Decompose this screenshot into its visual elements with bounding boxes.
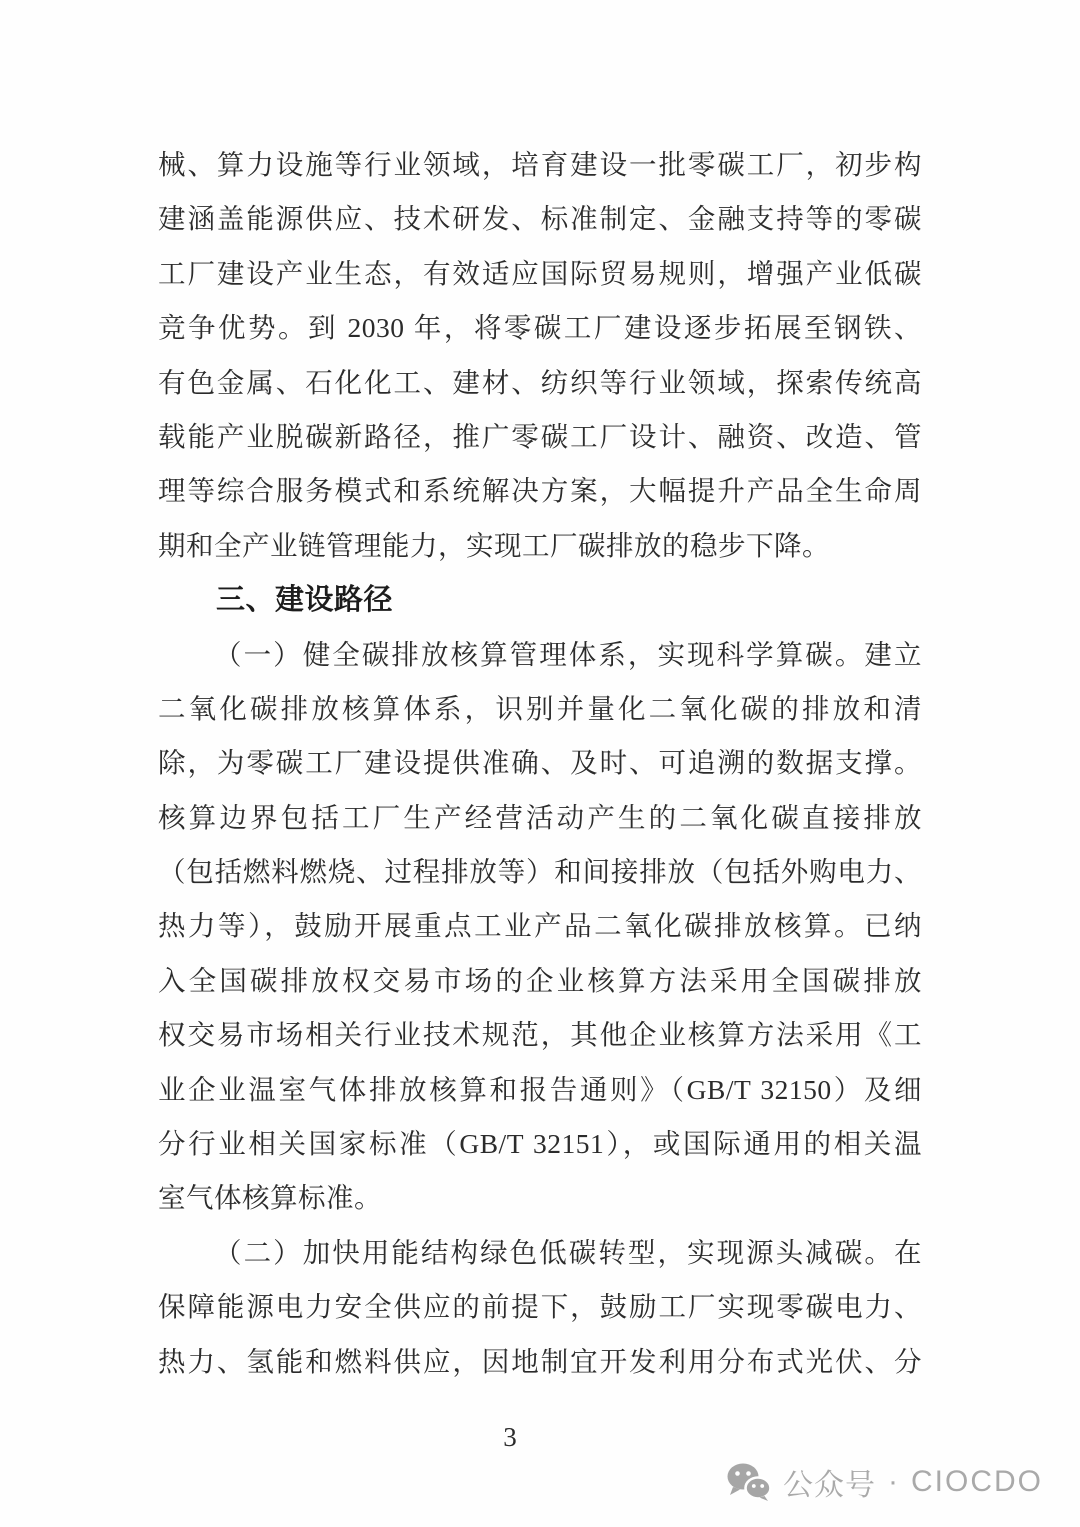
body-line: 权交易市场相关行业技术规范，其他企业核算方法采用《工 bbox=[158, 1019, 922, 1051]
body-line: 理等综合服务模式和系统解决方案，大幅提升产品全生命周 bbox=[158, 475, 922, 507]
body-line: 除，为零碳工厂建设提供准确、及时、可追溯的数据支撑。 bbox=[158, 747, 922, 779]
wechat-icon bbox=[726, 1462, 772, 1502]
body-line: 核算边界包括工厂生产经营活动产生的二氧化碳直接排放 bbox=[158, 801, 922, 833]
body-line: （一）健全碳排放核算管理体系，实现科学算碳。建立 bbox=[214, 638, 922, 670]
body-line: 建涵盖能源供应、技术研发、标准制定、金融支持等的零碳 bbox=[158, 203, 922, 235]
document-body bbox=[158, 138, 922, 1389]
body-line: 期和全产业链管理能力，实现工厂碳排放的稳步下降。 bbox=[158, 529, 830, 561]
body-line: 械、算力设施等行业领域，培育建设一批零碳工厂，初步构 bbox=[158, 149, 922, 180]
body-line: 分行业相关国家标准（GB/T 32151），或国际通用的相关温 bbox=[158, 1128, 922, 1160]
body-line: 竞争优势。到 2030 年，将零碳工厂建设逐步拓展至钢铁、 bbox=[158, 312, 922, 344]
body-line: 热力等），鼓励开展重点工业产品二氧化碳排放核算。已纳 bbox=[158, 910, 922, 942]
body-line: 保障能源电力安全供应的前提下，鼓励工厂实现零碳电力、 bbox=[158, 1291, 922, 1323]
body-line: 载能产业脱碳新路径，推广零碳工厂设计、融资、改造、管 bbox=[158, 420, 922, 452]
body-line: 工厂建设产业生态，有效适应国际贸易规则，增强产业低碳 bbox=[158, 257, 922, 289]
watermark bbox=[726, 1460, 1043, 1504]
watermark-label: 公众号 bbox=[783, 1469, 876, 1502]
page-number: 3 bbox=[503, 1422, 517, 1452]
section-heading: 三、建设路径 bbox=[216, 584, 394, 617]
body-line: 业企业温室气体排放核算和报告通则》（GB/T 32150）及细 bbox=[158, 1073, 922, 1105]
watermark-separator: · bbox=[888, 1465, 899, 1498]
body-line: 室气体核算标准。 bbox=[158, 1182, 382, 1214]
watermark-brand: CIOCDO bbox=[911, 1465, 1043, 1498]
body-line: （包括燃料燃烧、过程排放等）和间接排放（包括外购电力、 bbox=[158, 856, 922, 888]
body-line: 有色金属、石化化工、建材、纺织等行业领域，探索传统高 bbox=[158, 366, 922, 398]
body-line: 入全国碳排放权交易市场的企业核算方法采用全国碳排放 bbox=[158, 964, 922, 996]
body-line: 热力、氢能和燃料供应，因地制宜开发利用分布式光伏、分 bbox=[158, 1345, 922, 1377]
body-line: 二氧化碳排放核算体系，识别并量化二氧化碳的排放和清 bbox=[158, 692, 922, 724]
body-line: （二）加快用能结构绿色低碳转型，实现源头减碳。在 bbox=[214, 1236, 922, 1268]
